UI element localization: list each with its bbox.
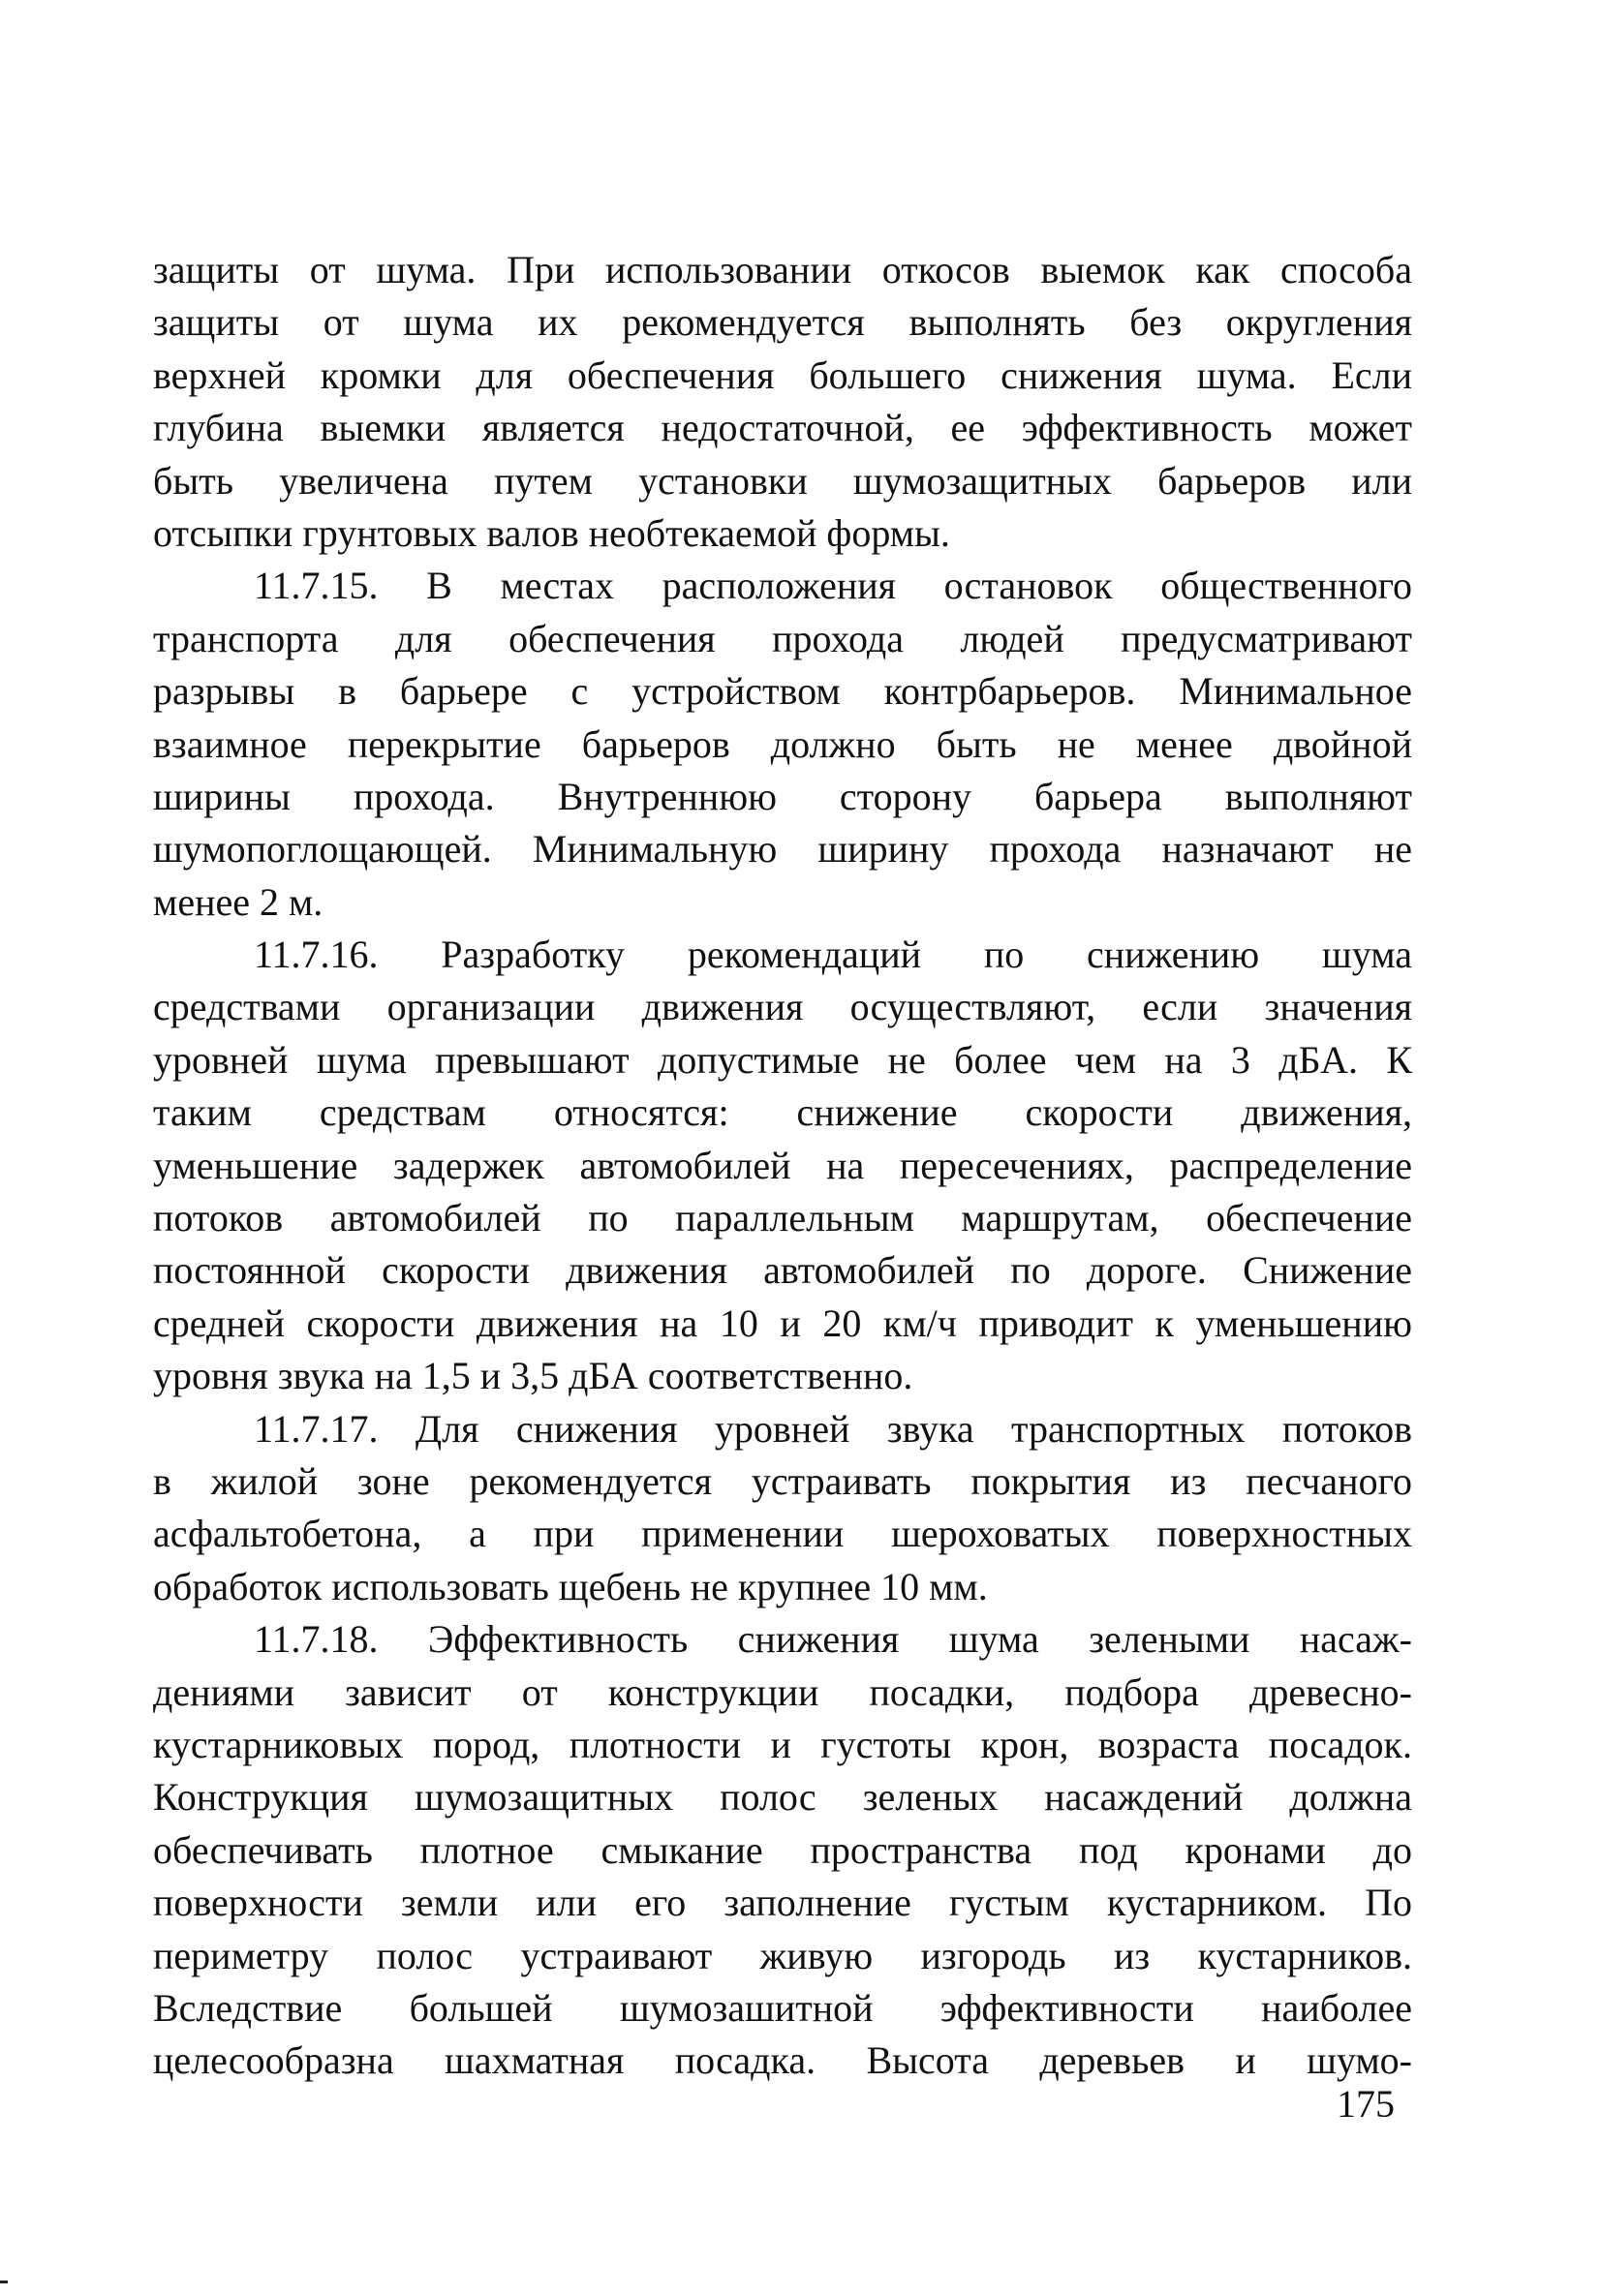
text-line: защиты от шума. При использовании откосов выемок как способа	[153, 248, 1412, 291]
paragraph-11-7-15-start: 11.7.15. В местах расположения остановок общественного	[254, 564, 1412, 608]
page-number: 175	[1337, 2082, 1395, 2126]
text-line: целесообразна шахматная посадка. Высота деревьев и шумо-	[153, 2038, 1412, 2083]
text-line: транспорта для обеспечения прохода людей предусматривают	[153, 616, 1412, 660]
text-line: верхней кромки для обеспечения большего снижения шума. Если	[153, 352, 1412, 397]
text-line: обеспечивать плотное смыкание пространства под кронами до	[153, 1827, 1412, 1872]
text-line: средней скорости движения на 10 и 20 км/ч приводит к уменьшению	[153, 1301, 1412, 1345]
text-line: уменьшение задержек автомобилей на пересечениях, распределение	[153, 1143, 1412, 1187]
text-line: асфальтобетона, а при применении шероховатых поверхностных	[153, 1512, 1412, 1556]
text-line: уровней шума превышают допустимые не более чем на 3 дБА. К	[153, 1037, 1412, 1082]
paragraph-11-7-16-start: 11.7.16. Разработку рекомендаций по снижению шума	[254, 933, 1412, 977]
text-line: средствами организации движения осуществляют, если значения	[153, 985, 1412, 1029]
text-line: обработок использовать щебень не крупнее 10 мм.	[153, 1564, 988, 1608]
text-line: периметру полос устраивают живую изгородь из кустарников.	[153, 1933, 1412, 1977]
text-line: ширины прохода. Внутреннюю сторону барьера выполняют	[153, 774, 1412, 818]
text-line: кустарниковых пород, плотности и густоты крон, возраста посадок.	[153, 1722, 1412, 1766]
text-line: быть увеличена путем установки шумозащитных барьеров или	[153, 458, 1412, 503]
text-line: взаимное перекрытие барьеров должно быть не менее двойной	[153, 721, 1412, 766]
text-line: шумопоглощающей. Минимальную ширину прохода назначают не	[153, 827, 1412, 872]
text-line: глубина выемки является недостаточной, ее эффективность может	[153, 406, 1412, 450]
text-line: уровня звука на 1,5 и 3,5 дБА соответственно.	[153, 1354, 913, 1398]
text-line: защиты от шума их рекомендуется выполнять без округления	[153, 300, 1412, 345]
text-line: Вследствие большей шумозашитной эффективности наиболее	[153, 1985, 1412, 2030]
text-line: дениями зависит от конструкции посадки, подбора древесно-	[153, 1669, 1412, 1714]
paragraph-11-7-18-start: 11.7.18. Эффективность снижения шума зелеными насаж-	[254, 1617, 1412, 1662]
text-line: менее 2 м.	[153, 879, 323, 924]
text-line: таким средствам относятся: снижение скорости движения,	[153, 1090, 1412, 1135]
document-body	[153, 244, 1412, 2088]
text-line: потоков автомобилей по параллельным маршрутам, обеспечение	[153, 1196, 1412, 1240]
text-line: Конструкция шумозащитных полос зеленых насаждений должна	[153, 1775, 1412, 1820]
text-line: разрывы в барьере с устройством контрбарьеров. Минимальное	[153, 669, 1412, 714]
paragraph-11-7-17-start: 11.7.17. Для снижения уровней звука транспортных потоков	[254, 1406, 1412, 1451]
text-line: постоянной скорости движения автомобилей по дороге. Снижение	[153, 1248, 1412, 1293]
text-line: поверхности земли или его заполнение густым кустарником. По	[153, 1881, 1412, 1925]
text-line: в жилой зоне рекомендуется устраивать покрытия из песчаного	[153, 1458, 1412, 1503]
text-line: отсыпки грунтовых валов необтекаемой формы.	[153, 510, 950, 555]
scan-edge-mark	[0, 2281, 8, 2283]
